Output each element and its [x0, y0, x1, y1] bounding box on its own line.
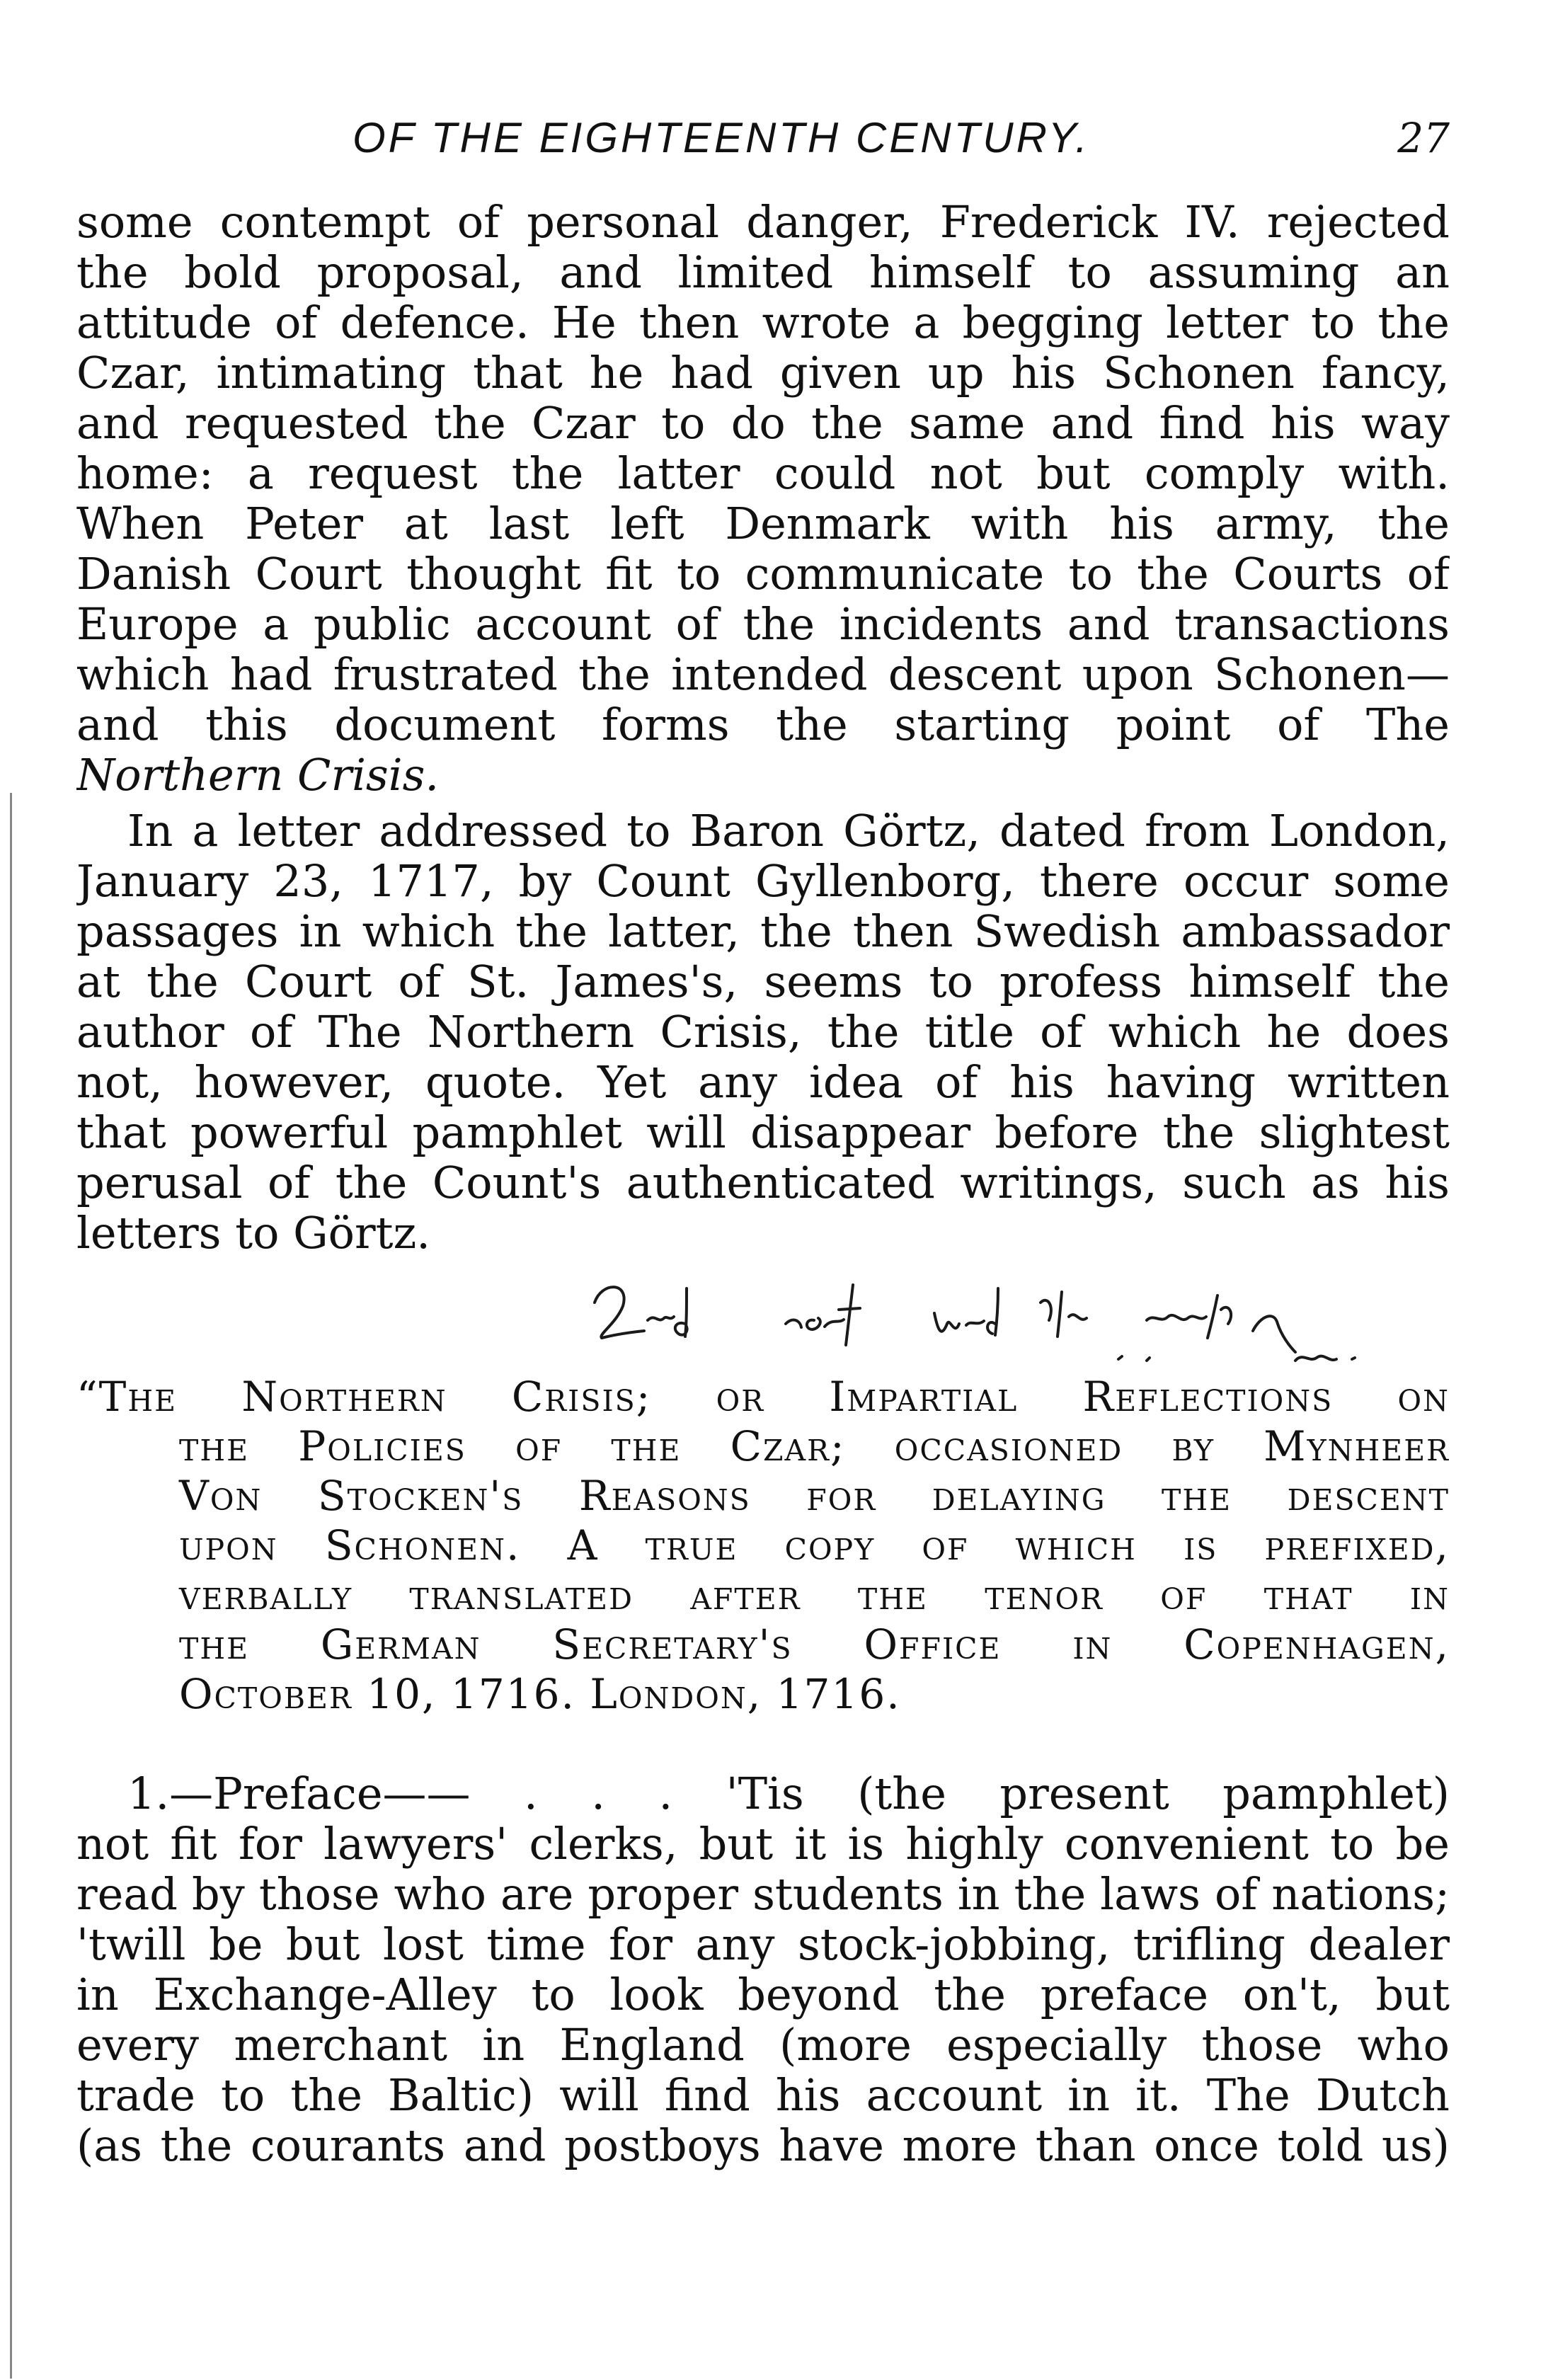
text-line: trade to the Baltic) will find his account in it. The Dutch	[76, 2070, 1450, 2120]
title-line: “The Northern Crisis; or Impartial Reflections on	[76, 1373, 1450, 1421]
text-line: author of The Northern Crisis, the title of which he does	[76, 1007, 1450, 1057]
text-line: that powerful pamphlet will disappear before the slightest	[76, 1107, 1450, 1157]
text-line: every merchant in England (more especially those who	[76, 2020, 1450, 2070]
text-line: in Exchange-Alley to look beyond the preface on't, but	[76, 1969, 1450, 2020]
text-line: Danish Court thought fit to communicate to the Courts of	[76, 549, 1450, 599]
paragraph-2	[76, 806, 1450, 1258]
text-line: Europe a public account of the incidents and transactions	[76, 599, 1450, 649]
paragraph-3	[76, 1768, 1450, 2170]
text-line: and this document forms the starting point of The	[76, 699, 1450, 750]
text-line: not, however, quote. Yet any idea of his having written	[76, 1057, 1450, 1107]
title-line: the Policies of the Czar; occasioned by Mynheer	[179, 1422, 1450, 1470]
text-line-italic	[76, 750, 1450, 800]
text-line: January 23, 1717, by Count Gyllenborg, there occur some	[76, 856, 1450, 906]
text-line: and requested the Czar to do the same and find his way	[76, 398, 1450, 448]
title-line: upon Schonen. A true copy of which is prefixed,	[179, 1521, 1450, 1569]
pamphlet-title-block	[76, 1372, 1450, 1719]
text-line: letters to Görtz.	[76, 1208, 430, 1258]
text-line: home: a request the latter could not but comply with.	[76, 448, 1450, 498]
text-line: passages in which the latter, the then Swedish ambassador	[76, 906, 1450, 956]
title-line: verbally translated after the tenor of that in	[179, 1571, 1450, 1619]
text-line: perusal of the Count's authenticated writings, such as his	[76, 1157, 1450, 1208]
handwritten-annotation	[580, 1253, 1501, 1373]
running-head	[76, 106, 1450, 170]
italic-title: Northern Crisis.	[76, 750, 440, 800]
page-number: 27	[1397, 114, 1450, 162]
text-line: the bold proposal, and limited himself to assuming an	[76, 247, 1450, 297]
text-line: at the Court of St. James's, seems to profess himself the	[76, 956, 1450, 1007]
text-line: 1.—Preface—— . . . 'Tis (the present pamphlet)	[127, 1768, 1450, 1819]
title-line: the German Secretary's Office in Copenhagen,	[179, 1620, 1450, 1669]
scan-edge-line	[10, 793, 12, 2379]
text-line: (as the courants and postboys have more than once told us)	[76, 2120, 1450, 2170]
running-title: OF THE EIGHTEENTH CENTURY.	[353, 114, 1090, 161]
title-line: October 10, 1716. London, 1716.	[179, 1670, 901, 1718]
handwriting-scribble	[580, 1253, 1501, 1373]
paragraph-1	[76, 197, 1450, 800]
title-line: Von Stocken's Reasons for delaying the descent	[179, 1472, 1450, 1520]
text-line: which had frustrated the intended descent upon Schonen—	[76, 649, 1450, 699]
text-line: When Peter at last left Denmark with his army, the	[76, 498, 1450, 549]
text-line: Czar, intimating that he had given up his Schonen fancy,	[76, 348, 1450, 398]
text-line: attitude of defence. He then wrote a begging letter to the	[76, 297, 1450, 348]
text-line: not fit for lawyers' clerks, but it is highly convenient to be	[76, 1819, 1450, 1869]
text-line: read by those who are proper students in the laws of nations;	[76, 1869, 1450, 1919]
text-line: 'twill be but lost time for any stock-jobbing, trifling dealer	[76, 1919, 1450, 1969]
text-line: In a letter addressed to Baron Görtz, dated from London,	[127, 806, 1450, 856]
text-line: some contempt of personal danger, Frederick IV. rejected	[76, 197, 1450, 247]
